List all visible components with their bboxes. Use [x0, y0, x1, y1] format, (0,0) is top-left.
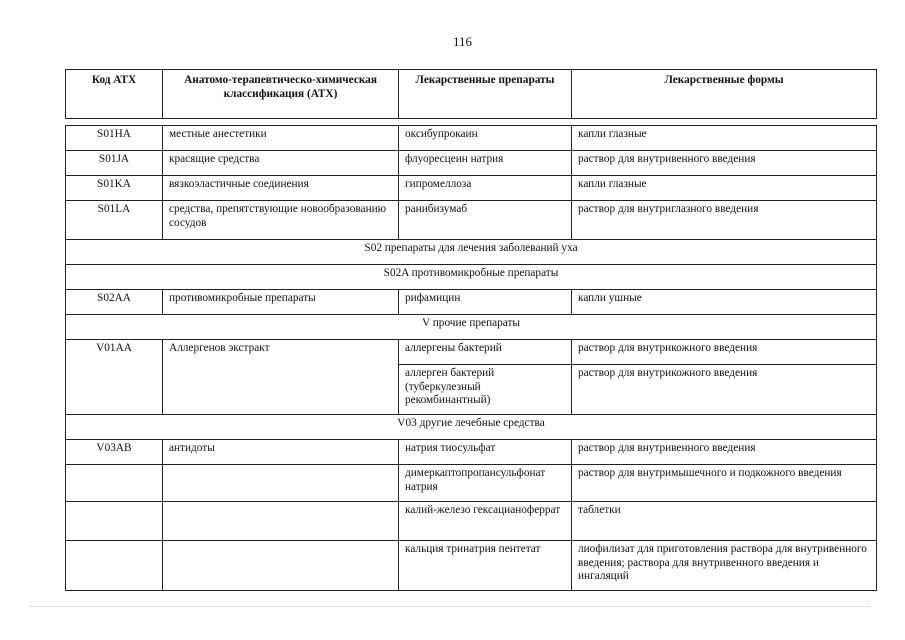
drug-table	[65, 69, 877, 591]
atc-classification: Аллергенов экстракт	[163, 340, 399, 415]
header-classification: Анатомо-терапевтическо-химическая классификация (АТХ)	[163, 70, 399, 119]
atc-classification: средства, препятствующие новообразованию сосудов	[163, 201, 399, 240]
atc-code-empty	[66, 465, 163, 502]
table-row	[66, 126, 877, 151]
dosage-form: капли глазные	[572, 176, 877, 201]
drug-name: кальция тринатрия пентетат	[399, 541, 572, 591]
dosage-form: раствор для внутривенного введения	[572, 440, 877, 465]
drug-name: аллерген бактерий (туберкулезный рекомбинантный)	[399, 365, 572, 415]
atc-classification: противомикробные препараты	[163, 290, 399, 315]
section-row	[66, 415, 877, 440]
table-row	[66, 465, 877, 502]
atc-classification: антидоты	[163, 440, 399, 465]
section-heading: S02A противомикробные препараты	[66, 265, 877, 290]
table-row	[66, 440, 877, 465]
atc-classification-empty	[163, 541, 399, 591]
atc-code-empty	[66, 502, 163, 541]
table-row	[66, 176, 877, 201]
atc-code: S02AA	[66, 290, 163, 315]
atc-classification-empty	[163, 502, 399, 541]
spacer-row	[66, 119, 877, 126]
section-heading: V03 другие лечебные средства	[66, 415, 877, 440]
header-forms: Лекарственные формы	[572, 70, 877, 119]
table-row	[66, 151, 877, 176]
header-code: Код АТХ	[66, 70, 163, 119]
drug-name: флуоресцеин натрия	[399, 151, 572, 176]
table-header-row	[66, 70, 877, 119]
table-row	[66, 541, 877, 591]
drug-name: димеркаптопропансульфонат натрия	[399, 465, 572, 502]
atc-code: S01LA	[66, 201, 163, 240]
dosage-form: таблетки	[572, 502, 877, 541]
header-drugs: Лекарственные препараты	[399, 70, 572, 119]
page-number: 116	[452, 34, 473, 49]
atc-code: S01JA	[66, 151, 163, 176]
dosage-form: раствор для внутрикожного введения	[572, 340, 877, 365]
dosage-form: раствор для внутриглазного введения	[572, 201, 877, 240]
drug-name: аллергены бактерий	[399, 340, 572, 365]
dosage-form: раствор для внутримышечного и подкожного введения	[572, 465, 877, 502]
atc-code: S01KA	[66, 176, 163, 201]
atc-classification: красящие средства	[163, 151, 399, 176]
atc-code: V01AA	[66, 340, 163, 415]
drug-name: оксибупрокаин	[399, 126, 572, 151]
dosage-form: капли глазные	[572, 126, 877, 151]
dosage-form: раствор для внутривенного введения	[572, 151, 877, 176]
dosage-form: капли ушные	[572, 290, 877, 315]
scan-noise-line	[30, 606, 870, 608]
atc-classification-empty	[163, 465, 399, 502]
section-row	[66, 265, 877, 290]
table-row	[66, 290, 877, 315]
atc-classification: местные анестетики	[163, 126, 399, 151]
section-heading: V прочие препараты	[66, 315, 877, 340]
atc-code-empty	[66, 541, 163, 591]
drug-name: калий-железо гексацианоферрат	[399, 502, 572, 541]
table-row	[66, 201, 877, 240]
section-row	[66, 315, 877, 340]
drug-name: гипромеллоза	[399, 176, 572, 201]
table-row	[66, 502, 877, 541]
dosage-form: лиофилизат для приготовления раствора для внутривенного введения; раствора для внутривенного введения и ингаляций	[572, 541, 877, 591]
atc-code: S01HA	[66, 126, 163, 151]
section-heading: S02 препараты для лечения заболеваний уха	[66, 240, 877, 265]
drug-name: натрия тиосульфат	[399, 440, 572, 465]
dosage-form: раствор для внутрикожного введения	[572, 365, 877, 415]
table-row	[66, 340, 877, 365]
atc-code: V03AB	[66, 440, 163, 465]
drug-name: ранибизумаб	[399, 201, 572, 240]
section-row	[66, 240, 877, 265]
drug-name: рифамицин	[399, 290, 572, 315]
atc-classification: вязкоэластичные соединения	[163, 176, 399, 201]
